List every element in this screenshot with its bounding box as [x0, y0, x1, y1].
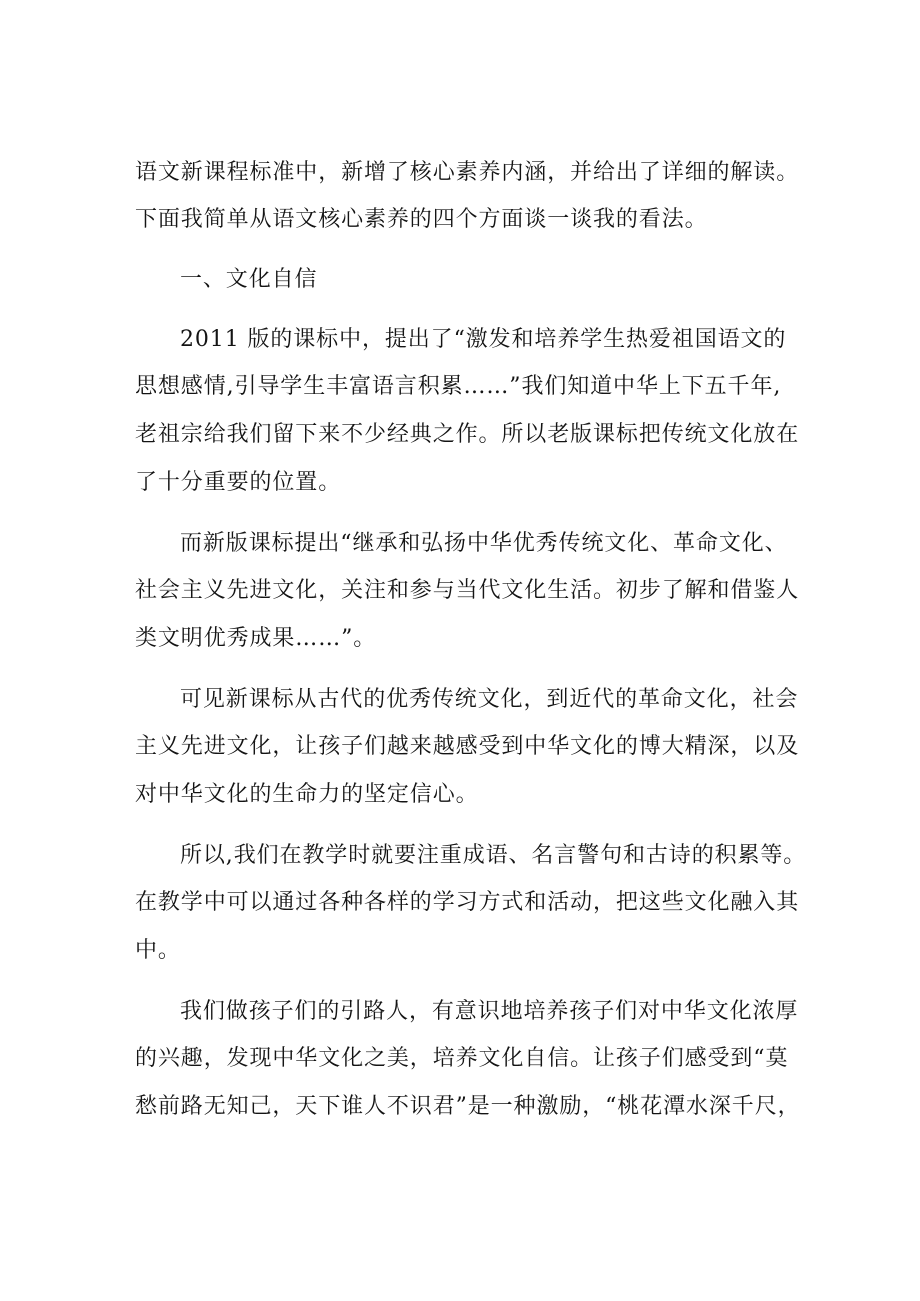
section-heading: 一、文化自信	[180, 267, 318, 292]
paragraph-line: 思想感情,引导学生丰富语言积累……”我们知道中华上下五千年,	[135, 374, 782, 399]
paragraph-line: 在教学中可以通过各种各样的学习方式和活动，把这些文化融入其	[135, 890, 800, 915]
paragraph-line: 2011 版的课标中，提出了“激发和培养学生热爱祖国语文的	[180, 327, 787, 352]
paragraph-line: 社会主义先进文化，关注和参与当代文化生活。初步了解和借鉴人	[135, 578, 800, 603]
paragraph-line: 中。	[135, 938, 181, 963]
paragraph-line: 类文明优秀成果……”。	[135, 626, 377, 651]
paragraph-line: 所以,我们在教学时就要注重成语、名言警句和古诗的积累等。	[180, 843, 807, 868]
paragraph-line: 主义先进文化，让孩子们越来越感受到中华文化的博大精深，以及	[135, 734, 800, 759]
paragraph-line: 可见新课标从古代的优秀传统文化，到近代的革命文化，社会	[180, 687, 799, 712]
paragraph-line: 老祖宗给我们留下来不少经典之作。所以老版课标把传统文化放在	[135, 422, 800, 447]
paragraph-line: 的兴趣，发现中华文化之美，培养文化自信。让孩子们感受到“莫	[135, 1046, 789, 1071]
paragraph-line: 了十分重要的位置。	[135, 470, 342, 495]
paragraph-line: 我们做孩子们的引路人，有意识地培养孩子们对中华文化浓厚	[180, 999, 799, 1024]
intro-line-1: 语文新课程标准中，新增了核心素养内涵，并给出了详细的解读。	[135, 160, 800, 185]
intro-line-2: 下面我简单从语文核心素养的四个方面谈一谈我的看法。	[135, 207, 708, 232]
paragraph-line: 而新版课标提出“继承和弘扬中华优秀传统文化、革命文化、	[180, 531, 788, 556]
paragraph-line: 对中华文化的生命力的坚定信心。	[135, 782, 479, 807]
paragraph-line: 愁前路无知己，天下谁人不识君”是一种激励，“桃花潭水深千尺，	[135, 1094, 801, 1119]
